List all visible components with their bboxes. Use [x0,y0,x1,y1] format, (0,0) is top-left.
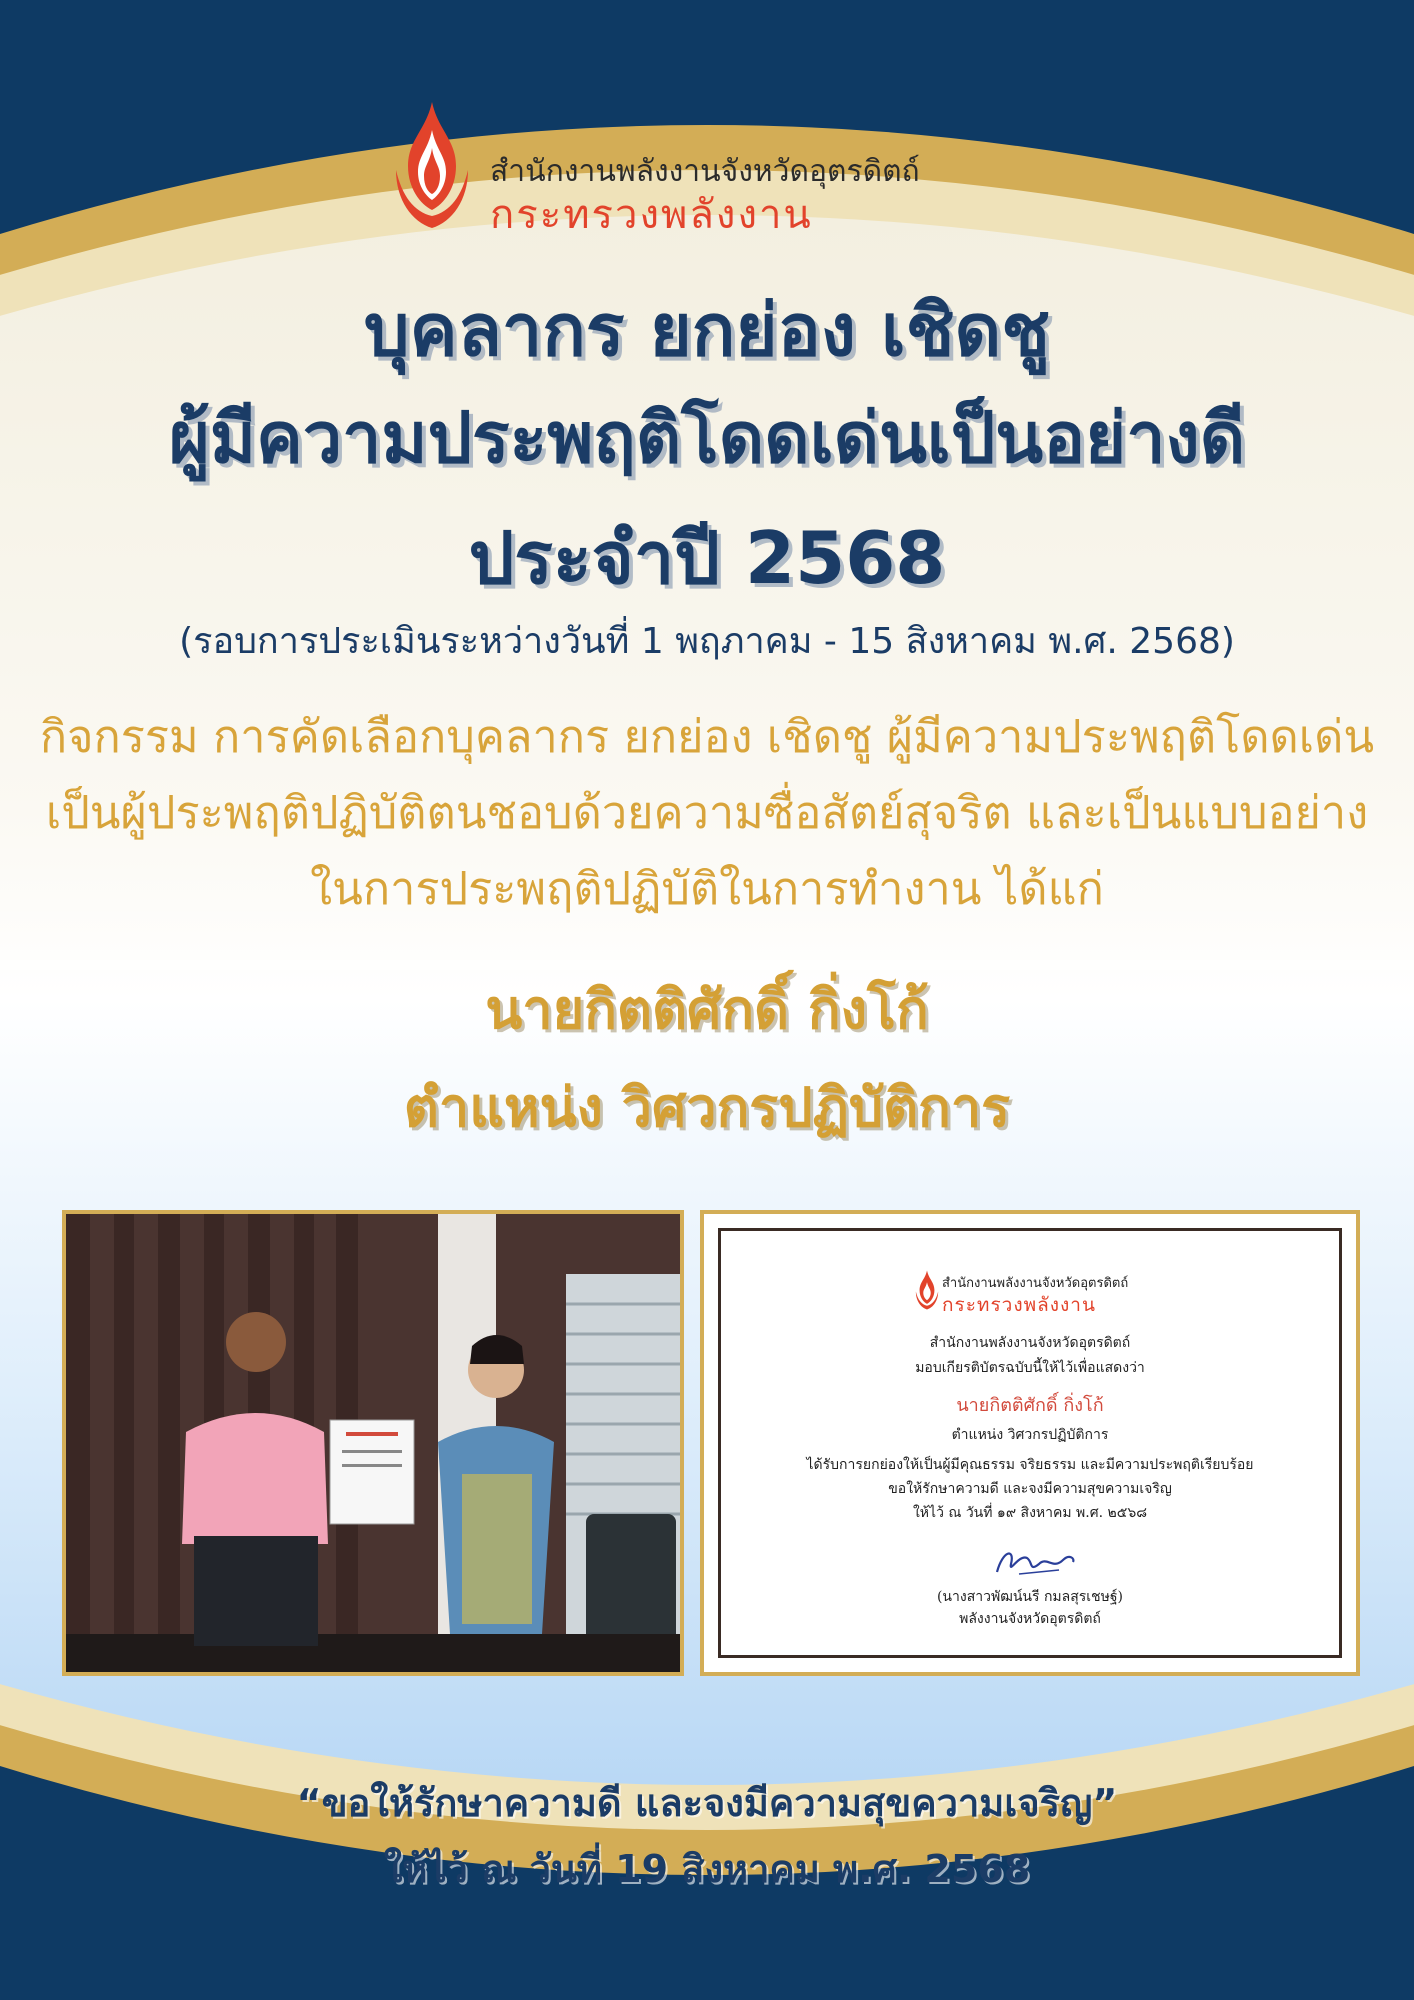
activity-line-2: เป็นผู้ประพฤติปฏิบัติตนชอบด้วยความซื่อสัตย์สุจริต และเป็นแบบอย่าง [45,786,1369,839]
signature-image [989,1544,1079,1580]
certificate-signer: (นางสาวพัฒน์นรี กมลสุรเชษฐ์) [936,1589,1124,1605]
awardee-name: นายกิตติศักดิ์ กิ่งโก้ [485,978,929,1041]
certificate-name: นายกิตติศักดิ์ กิ่งโก้ [956,1395,1104,1416]
certificate-position: ตำแหน่ง วิศวกรปฏิบัติการ [951,1427,1109,1443]
certificate-body-2: ขอให้รักษาความดี และจงมีความสุขความเจริญ [888,1481,1172,1497]
certificate-signer-title: พลังงานจังหวัดอุตรดิตถ์ [959,1611,1101,1627]
title-line-1: บุคลากร ยกย่อง เชิดชู [363,288,1051,372]
title-line-2: ผู้มีความประพฤติโดดเด่นเป็นอย่างดี [168,397,1246,479]
given-date: ให้ไว้ ณ วันที่ 19 สิงหาคม พ.ศ. 2568 [383,1847,1031,1891]
blessing-quote: “ขอให้รักษาความดี และจงมีความสุขความเจริญ” [296,1781,1118,1825]
certificate-intro: มอบเกียรติบัตรฉบับนี้ให้ไว้เพื่อแสดงว่า [915,1360,1145,1376]
ministry-logo [390,100,1030,238]
certificate-image [700,1210,1360,1676]
award-ceremony-photo [62,1210,684,1676]
certificate-date: ให้ไว้ ณ วันที่ ๑๙ สิงหาคม พ.ศ. ๒๕๖๘ [912,1505,1148,1521]
flame-icon [390,100,474,230]
activity-line-1: กิจกรรม การคัดเลือกบุคลากร ยกย่อง เชิดชู ผู้มีความประพฤติโดดเด่น [39,710,1375,763]
org-name: สำนักงานพลังงานจังหวัดอุตรดิตถ์ [490,154,920,189]
title-line-3: ประจำปี 2568 [468,516,946,600]
certificate-body-1: ได้รับการยกย่องให้เป็นผู้มีคุณธรรม จริยธรรม และมีความประพฤติเรียบร้อย [806,1457,1254,1473]
certificate-logo-org: สำนักงานพลังงานจังหวัดอุตรดิตถ์ [942,1276,1129,1291]
evaluation-period: (รอบการประเมินระหว่างวันที่ 1 พฤภาคม - 15 สิงหาคม พ.ศ. 2568) [179,621,1235,662]
ministry-name: กระทรวงพลังงาน [490,192,813,238]
activity-line-3: ในการประพฤติปฏิบัติในการทำงาน ได้แก่ [310,862,1104,915]
certificate-flame-icon [914,1268,940,1312]
awardee-position: ตำแหน่ง วิศวกรปฏิบัติการ [403,1076,1011,1139]
certificate-logo-ministry: กระทรวงพลังงาน [942,1294,1096,1316]
certificate-issuer: สำนักงานพลังงานจังหวัดอุตรดิตถ์ [929,1335,1131,1351]
